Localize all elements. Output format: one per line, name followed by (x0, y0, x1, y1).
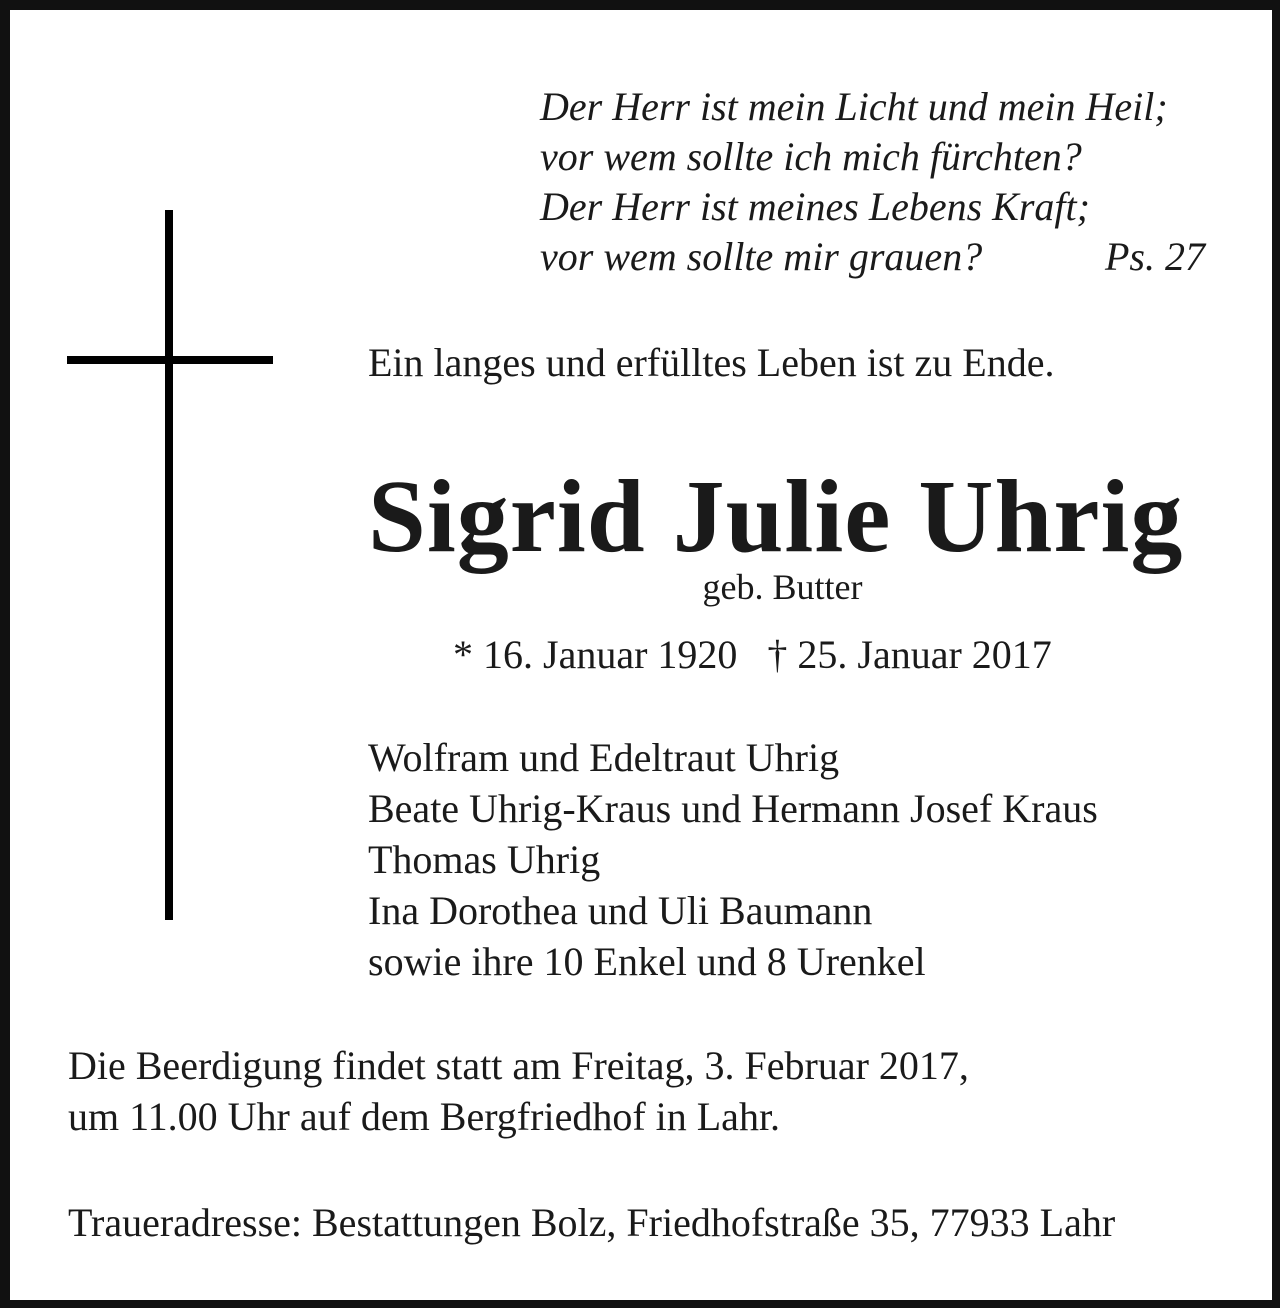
maiden-name: geb. Butter (702, 567, 863, 607)
mourners-list (368, 732, 1098, 987)
verse-line: vor wem sollte mir grauen? (540, 234, 983, 279)
mourning-address: Traueradresse: Bestattungen Bolz, Friedhofstraße 35, 77933 Lahr (68, 1200, 1116, 1245)
bible-verse (540, 82, 1240, 282)
intro-text: Ein langes und erfülltes Leben ist zu Ende. (368, 340, 1055, 385)
deceased-name: Sigrid Julie Uhrig (368, 459, 1184, 574)
mourner-line: Thomas Uhrig (368, 837, 601, 882)
funeral-line: Die Beerdigung findet statt am Freitag, 3. Februar 2017, (68, 1043, 969, 1088)
verse-line: Der Herr ist mein Licht und mein Heil; (540, 84, 1168, 129)
verse-reference: Ps. 27 (1105, 234, 1205, 279)
mourner-line: Beate Uhrig-Kraus und Hermann Josef Kraus (368, 786, 1098, 831)
mourner-line: Wolfram und Edeltraut Uhrig (368, 735, 840, 780)
verse-line: vor wem sollte ich mich fürchten? (540, 134, 1082, 179)
verse-line: Der Herr ist meines Lebens Kraft; (540, 184, 1090, 229)
mourner-line: Ina Dorothea und Uli Baumann (368, 888, 873, 933)
cross-horizontal-bar (67, 356, 273, 364)
birth-date: * 16. Januar 1920 (453, 632, 738, 677)
death-date: † 25. Januar 2017 (767, 632, 1052, 677)
funeral-line: um 11.00 Uhr auf dem Bergfriedhof in Lahr. (68, 1094, 781, 1139)
mourner-line: sowie ihre 10 Enkel und 8 Urenkel (368, 939, 926, 984)
life-dates (453, 630, 1052, 680)
funeral-info (68, 1040, 969, 1142)
